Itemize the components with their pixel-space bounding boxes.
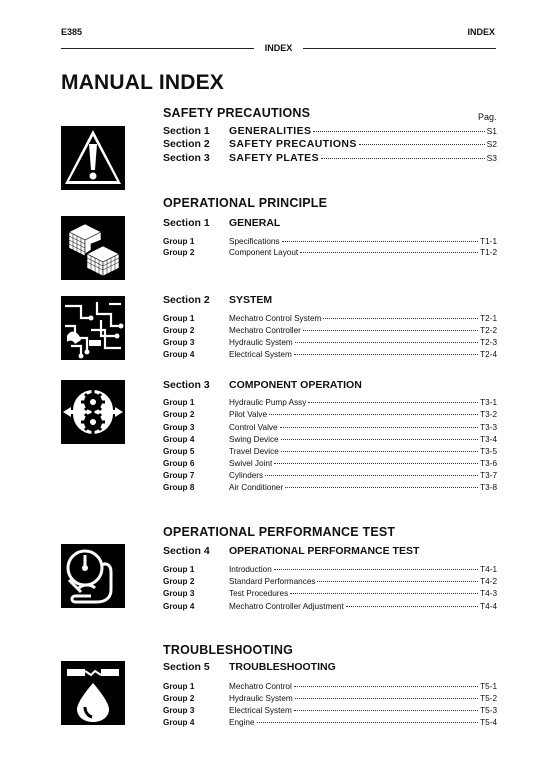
group-number: Group 7 <box>163 471 195 480</box>
page-ref: T4-4 <box>480 602 497 611</box>
list-item[interactable] <box>163 410 497 422</box>
page-ref: T1-2 <box>480 248 497 257</box>
group-name: Swing Device <box>229 435 279 444</box>
page-ref: T4-3 <box>480 589 497 598</box>
group-name: Electrical System <box>229 706 292 715</box>
list-item[interactable] <box>163 338 497 350</box>
section-name: GENERAL <box>229 217 281 229</box>
list-item[interactable] <box>163 398 497 410</box>
page-ref: S1 <box>486 126 497 136</box>
list-item[interactable] <box>163 694 497 706</box>
page-ref: S2 <box>486 139 497 149</box>
section-number: Section 5 <box>163 661 210 673</box>
warning-icon <box>61 126 125 190</box>
group-name: Hydraulic Pump Assy <box>229 398 307 407</box>
group-number: Group 2 <box>163 577 195 586</box>
group-name: Electrical System <box>229 350 292 359</box>
troubleshooting-title: TROUBLESHOOTING <box>163 643 294 657</box>
oil-drop-icon <box>61 661 125 725</box>
list-item[interactable] <box>163 138 497 151</box>
group-name: Pilot Valve <box>229 410 268 419</box>
group-name: Travel Device <box>229 447 279 456</box>
page-ref: T3-6 <box>480 459 497 468</box>
group-name: Mechatro Control System <box>229 314 322 323</box>
page-ref: T4-2 <box>480 577 497 586</box>
group-number: Group 4 <box>163 435 195 444</box>
page-ref: T3-3 <box>480 423 497 432</box>
group-name: Component Layout <box>229 248 299 257</box>
header-rule-right <box>303 48 496 49</box>
list-item[interactable] <box>163 577 497 589</box>
list-item[interactable] <box>163 152 497 165</box>
group-number: Group 4 <box>163 718 195 727</box>
group-number: Group 6 <box>163 459 195 468</box>
pag-label: Pag. <box>478 112 497 122</box>
general-cubes-icon <box>61 216 125 280</box>
section-number: Section 2 <box>163 294 210 306</box>
header-rule-left <box>61 48 254 49</box>
list-item[interactable] <box>163 706 497 718</box>
gear-pump-icon <box>61 380 125 444</box>
group-number: Group 8 <box>163 483 195 492</box>
group-number: Group 3 <box>163 338 195 347</box>
page-ref: T3-7 <box>480 471 497 480</box>
section-name: COMPONENT OPERATION <box>229 379 362 391</box>
list-item[interactable] <box>163 718 497 730</box>
header-center-label: INDEX <box>264 43 293 53</box>
list-item[interactable] <box>163 471 497 483</box>
group-name: Mechatro Controller Adjustment <box>229 602 344 611</box>
group-name: Specifications <box>229 237 280 246</box>
document-code: E385 <box>61 27 83 37</box>
group-number: Group 2 <box>163 694 195 703</box>
page-ref: T5-2 <box>480 694 497 703</box>
page-ref: T1-1 <box>480 237 497 246</box>
list-item[interactable] <box>163 435 497 447</box>
page-ref: T2-2 <box>480 326 497 335</box>
page-ref: T3-4 <box>480 435 497 444</box>
section-name: OPERATIONAL PERFORMANCE TEST <box>229 545 420 557</box>
page-ref: T4-1 <box>480 565 497 574</box>
group-name: Mechatro Controller <box>229 326 301 335</box>
list-item[interactable] <box>163 326 497 338</box>
group-number: Group 3 <box>163 706 195 715</box>
operational-title: OPERATIONAL PRINCIPLE <box>163 196 328 210</box>
page-ref: T3-2 <box>480 410 497 419</box>
performance-title: OPERATIONAL PERFORMANCE TEST <box>163 525 396 539</box>
group-number: Group 1 <box>163 398 195 407</box>
section-name: TROUBLESHOOTING <box>229 661 336 673</box>
group-name: Test Procedures <box>229 589 289 598</box>
list-item[interactable] <box>163 589 497 601</box>
group-number: Group 2 <box>163 248 195 257</box>
group-number: Group 1 <box>163 237 195 246</box>
group-number: Group 4 <box>163 350 195 359</box>
section-number: Section 1 <box>163 217 210 229</box>
group-name: Hydraulic System <box>229 338 293 347</box>
list-item[interactable] <box>163 459 497 471</box>
page-ref: T3-8 <box>480 483 497 492</box>
section-name: SYSTEM <box>229 294 273 306</box>
list-item[interactable] <box>163 248 497 260</box>
page-ref: T5-1 <box>480 682 497 691</box>
group-name: Air Conditioner <box>229 483 284 492</box>
page-ref: S3 <box>486 153 497 163</box>
list-item[interactable] <box>163 483 497 495</box>
list-item[interactable] <box>163 423 497 435</box>
page-ref: T3-1 <box>480 398 497 407</box>
list-item[interactable] <box>163 125 497 138</box>
group-number: Group 1 <box>163 682 195 691</box>
page-ref: T2-4 <box>480 350 497 359</box>
group-number: Group 2 <box>163 410 195 419</box>
group-number: Group 3 <box>163 423 195 432</box>
list-item[interactable] <box>163 447 497 459</box>
list-item[interactable] <box>163 682 497 694</box>
group-number: Group 1 <box>163 314 195 323</box>
group-number: Group 2 <box>163 326 195 335</box>
group-name: Introduction <box>229 565 272 574</box>
page-ref: T2-1 <box>480 314 497 323</box>
group-name: Mechatro Control <box>229 682 292 691</box>
group-name: Cylinders <box>229 471 264 480</box>
section-number: Section 3 <box>163 379 210 391</box>
group-name: Standard Performances <box>229 577 316 586</box>
section-number: Section 4 <box>163 545 210 557</box>
list-item[interactable] <box>163 565 497 577</box>
list-item[interactable] <box>163 602 497 614</box>
section-name: SAFETY PRECAUTIONS <box>229 138 357 150</box>
group-number: Group 3 <box>163 589 195 598</box>
group-name: Control Valve <box>229 423 278 432</box>
group-name: Swivel Joint <box>229 459 273 468</box>
section-number: Section 3 <box>163 152 210 164</box>
gauge-hand-icon <box>61 544 125 608</box>
group-number: Group 1 <box>163 565 195 574</box>
page-ref: T5-3 <box>480 706 497 715</box>
section-number: Section 1 <box>163 125 210 137</box>
page-ref: T3-5 <box>480 447 497 456</box>
section-name: GENERALITIES <box>229 125 312 137</box>
section-name: SAFETY PLATES <box>229 152 319 164</box>
group-number: Group 5 <box>163 447 195 456</box>
group-name: Hydraulic System <box>229 694 293 703</box>
group-name: Engine <box>229 718 255 727</box>
list-item[interactable] <box>163 314 497 326</box>
group-number: Group 4 <box>163 602 195 611</box>
system-circuit-icon <box>61 296 125 360</box>
list-item[interactable] <box>163 350 497 362</box>
page-ref: T2-3 <box>480 338 497 347</box>
page-title: MANUAL INDEX <box>61 71 225 94</box>
header-index-label: INDEX <box>467 27 495 37</box>
safety-title: SAFETY PRECAUTIONS <box>163 106 311 120</box>
page-ref: T5-4 <box>480 718 497 727</box>
section-number: Section 2 <box>163 138 210 150</box>
